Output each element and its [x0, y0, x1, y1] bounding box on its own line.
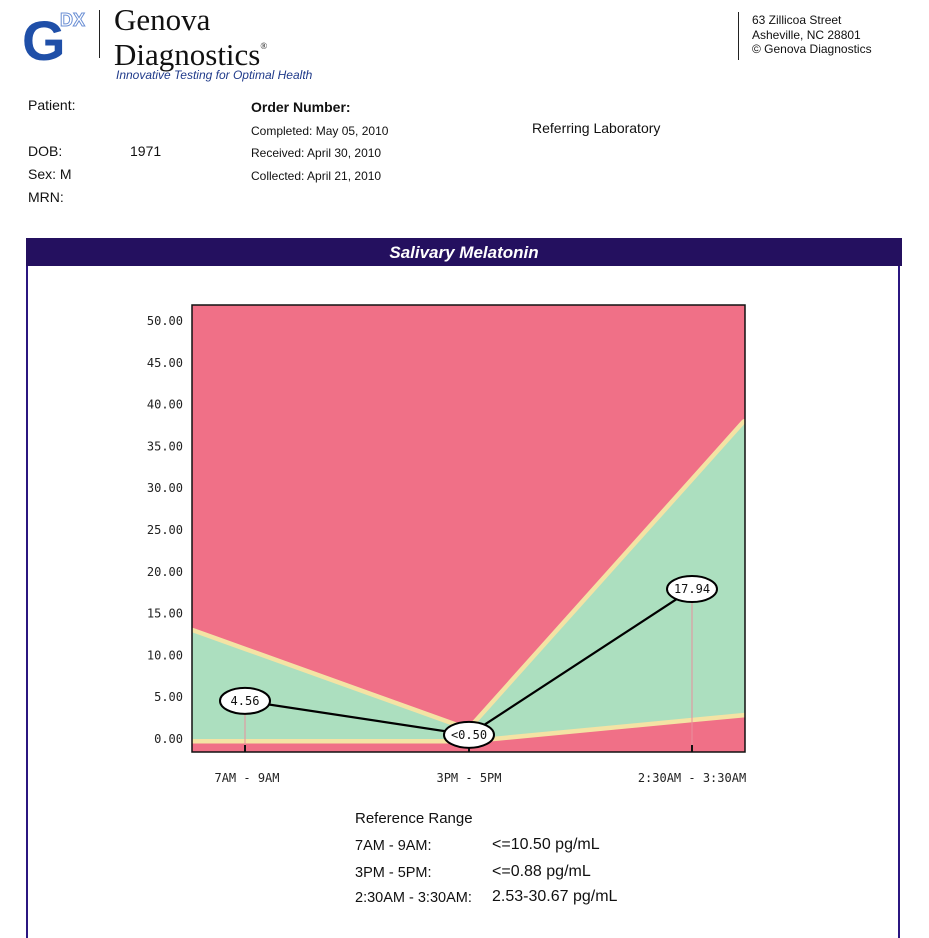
y-tick-label: 10.00: [146, 648, 183, 663]
y-tick-label: 20.00: [146, 564, 183, 579]
data-point-label: 4.56: [230, 693, 260, 708]
svg-text:G: G: [22, 9, 66, 64]
reference-row-label: 2:30AM - 3:30AM:: [355, 890, 472, 906]
y-tick-label: 40.00: [146, 397, 183, 412]
data-point-label: 17.94: [673, 582, 711, 597]
y-tick-label: 25.00: [146, 523, 183, 537]
reference-row-value: 2.53-30.67 pg/mL: [492, 888, 618, 905]
registered-mark: ®: [260, 41, 268, 51]
referring-laboratory: Referring Laboratory: [532, 120, 661, 136]
y-tick-label: 35.00: [146, 439, 183, 454]
y-tick-label: 45.00: [146, 355, 183, 370]
address-line: 63 Zillicoa Street: [752, 13, 842, 27]
received-date: Received: April 30, 2010: [251, 146, 382, 160]
y-tick-label: 5.00: [154, 690, 183, 705]
brand-name-text: Diagnostics: [114, 37, 261, 72]
reference-range-title: Reference Range: [355, 810, 473, 827]
reference-row-label: 3PM - 5PM:: [355, 865, 432, 881]
dob-label: DOB:: [28, 143, 63, 159]
y-tick-label: 30.00: [146, 481, 183, 496]
tagline: Innovative Testing for Optimal Health: [116, 68, 313, 82]
address-line: © Genova Diagnostics: [752, 42, 872, 56]
dob-value: 1971: [130, 143, 162, 159]
brand-name-line1: Genova: [114, 2, 211, 37]
collected-date: Collected: April 21, 2010: [251, 169, 382, 183]
panel-title: Salivary Melatonin: [26, 238, 902, 266]
y-tick-label: 15.00: [146, 606, 183, 621]
x-tick-label: 2:30AM - 3:30AM: [637, 771, 747, 785]
order-number-label: Order Number:: [251, 99, 351, 115]
sex-label: Sex: M: [28, 166, 72, 182]
y-axis: [147, 314, 183, 746]
completed-date: Completed: May 05, 2010: [251, 124, 389, 138]
data-point-label: <0.50: [450, 727, 488, 742]
reference-row-value: <=0.88 pg/mL: [492, 863, 591, 880]
reference-row-value: <=10.50 pg/mL: [492, 836, 600, 853]
y-tick-label: 0.00: [154, 732, 183, 746]
address-line: Asheville, NC 28801: [752, 27, 861, 42]
y-tick-label: 50.00: [146, 314, 183, 328]
mrn-label: MRN:: [28, 189, 64, 205]
x-tick-label: 7AM - 9AM: [214, 771, 280, 785]
reference-row-label: 7AM - 9AM:: [355, 838, 432, 854]
x-tick-label: 3PM - 5PM: [436, 771, 502, 785]
svg-text:DX: DX: [60, 10, 86, 30]
patient-label: Patient:: [28, 97, 76, 113]
